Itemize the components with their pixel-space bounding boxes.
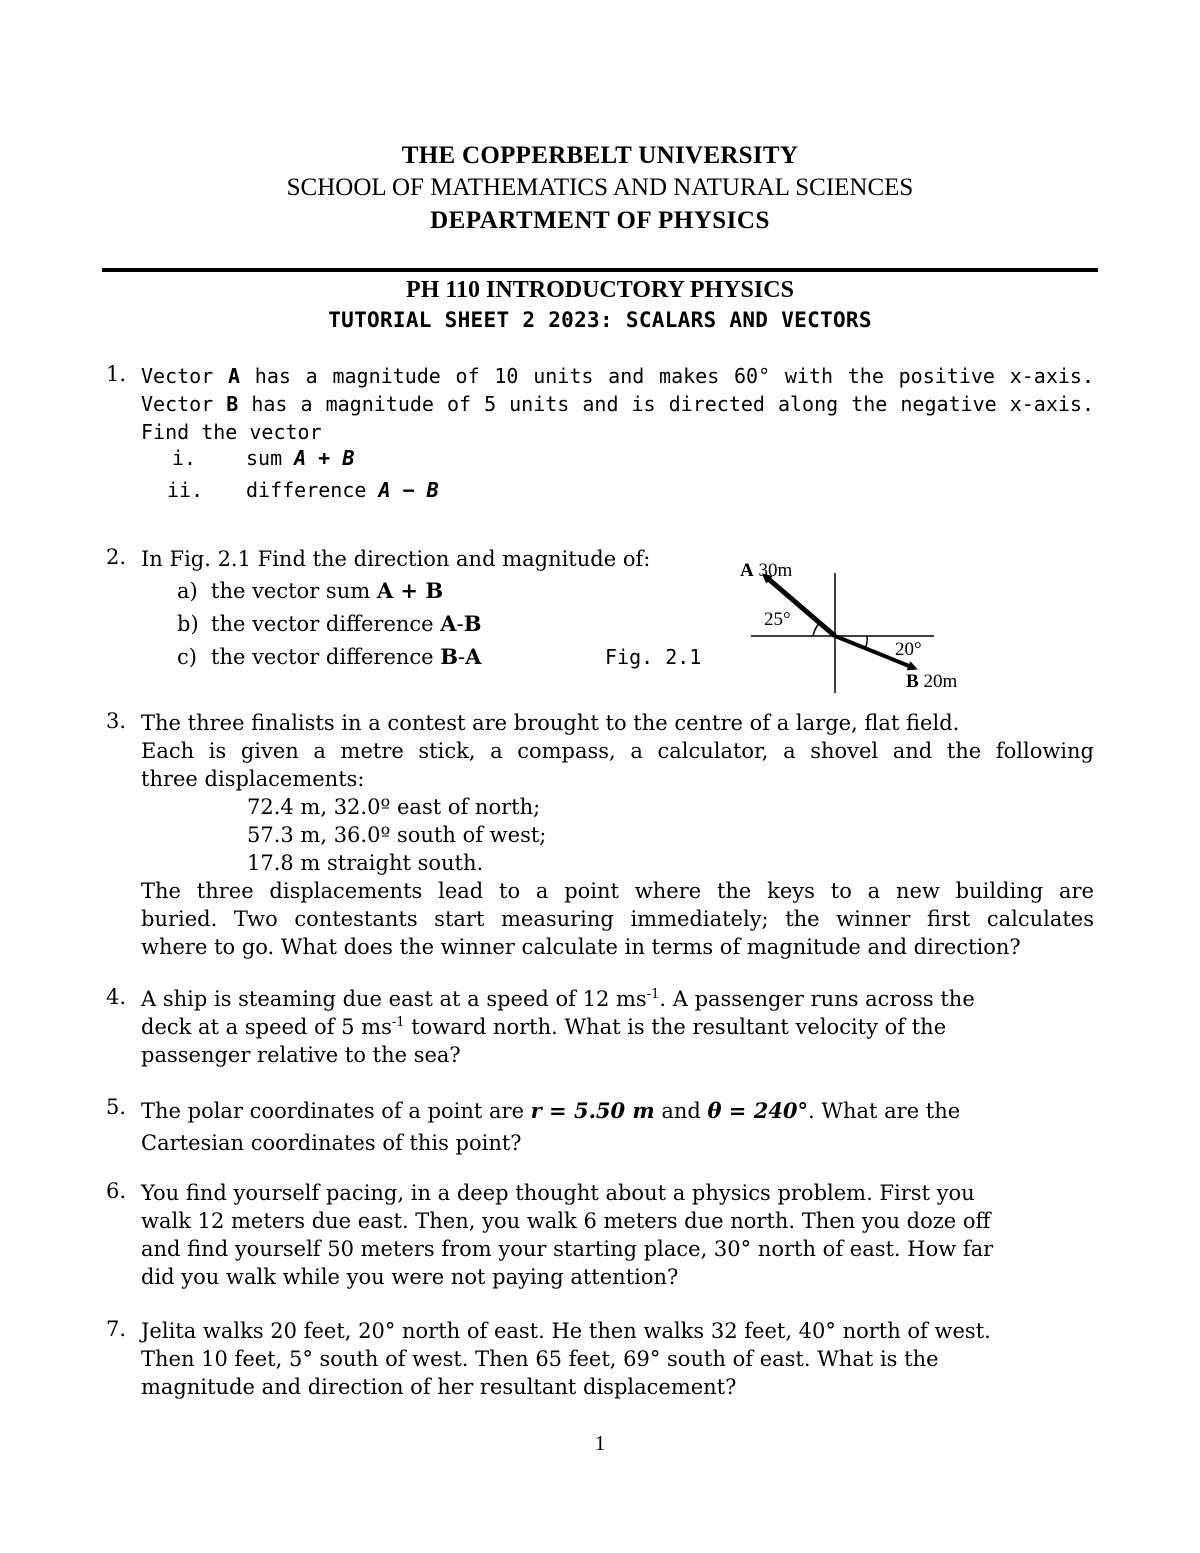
question-3: The three finalists in a contest are brought to the centre of a large, flat field. Each is given a metre stick, a compass, a calculator, a shovel and the following three displacements: 72.4 m, 32.0º east of north; 57.3 m, 36.0º south of west; 17.8 m straight south. The three displacements lead to a point where the keys to a new building are buried. Two contestants start measuring immediately; the winner first calculates where to go. What does the winner calculate in terms of magnitude and direction? xyxy=(141,711,1094,959)
department-title: DEPARTMENT OF PHYSICS xyxy=(430,207,770,234)
question-number: 7. xyxy=(106,1317,127,1341)
item-text: the vector sum A + B xyxy=(211,578,444,603)
item-text: sum A + B xyxy=(246,446,355,470)
question-6: You find yourself pacing, in a deep thought about a physics problem. First you walk 12 meters due east. Then, you walk 6 meters due north. Then you doze off and find yourself 50 meters from your starting place, 30° north of east. How far did you walk while you were not paying attention? xyxy=(141,1181,994,1289)
page-number: 1 xyxy=(594,1431,606,1455)
item-label: a) xyxy=(177,579,198,603)
vector-b-label: B 20m xyxy=(906,671,958,692)
header-divider xyxy=(102,268,1098,272)
item-label: ii. xyxy=(167,478,204,502)
question-number: 4. xyxy=(106,985,127,1009)
angle-arc-a xyxy=(813,623,820,636)
item-text: the vector difference A-B xyxy=(211,611,482,636)
item-text: difference A − B xyxy=(246,478,439,502)
question-2-intro: In Fig. 2.1 Find the direction and magnitude of: xyxy=(141,547,651,571)
angle-b-label: 20° xyxy=(895,639,922,660)
question-4: A ship is steaming due east at a speed of 12 $ms^{-1}$. A passenger runs across the deck at a speed of 5 $ms^{-1}$ toward north. What is the resultant velocity of the passenger relative to the sea? xyxy=(141,987,975,1067)
item-label: c) xyxy=(177,645,197,669)
item-text: the vector difference B-A xyxy=(211,644,482,669)
vector-a-label: A 30m xyxy=(740,560,793,581)
course-title: PH 110 INTRODUCTORY PHYSICS xyxy=(406,277,794,303)
school-title: SCHOOL OF MATHEMATICS AND NATURAL SCIENCES xyxy=(286,174,914,201)
item-label: i. xyxy=(172,446,197,470)
sheet-title: TUTORIAL SHEET 2 2023: SCALARS AND VECTORS xyxy=(328,308,872,332)
question-number: 3. xyxy=(106,709,127,733)
question-7: Jelita walks 20 feet, 20° north of east. He then walks 32 feet, 40° north of west. Then 10 feet, 5° south of west. Then 65 feet, 69° south of east. What is the magnitude and direction of her resultant displacement? xyxy=(141,1319,991,1399)
figure-caption: Fig. 2.1 xyxy=(605,645,702,669)
question-1: Vector A has a magnitude of 10 units and makes 60° with the positive x-axis. Vector B has a magnitude of 5 units and is directed along the negative x-axis. Find the vector xyxy=(141,364,1094,444)
question-5: The polar coordinates of a point are r = 5.50 m and θ = 240°. What are the Cartesian coordinates of this point? xyxy=(141,1098,961,1155)
university-title: THE COPPERBELT UNIVERSITY xyxy=(401,142,799,169)
question-number: 6. xyxy=(106,1179,127,1203)
question-number: 1. xyxy=(106,362,127,386)
question-number: 2. xyxy=(106,545,127,569)
angle-a-label: 25° xyxy=(764,609,791,630)
question-number: 5. xyxy=(106,1095,127,1119)
angle-arc-b xyxy=(865,636,867,648)
vector-figure xyxy=(735,557,975,697)
item-label: b) xyxy=(177,612,199,636)
